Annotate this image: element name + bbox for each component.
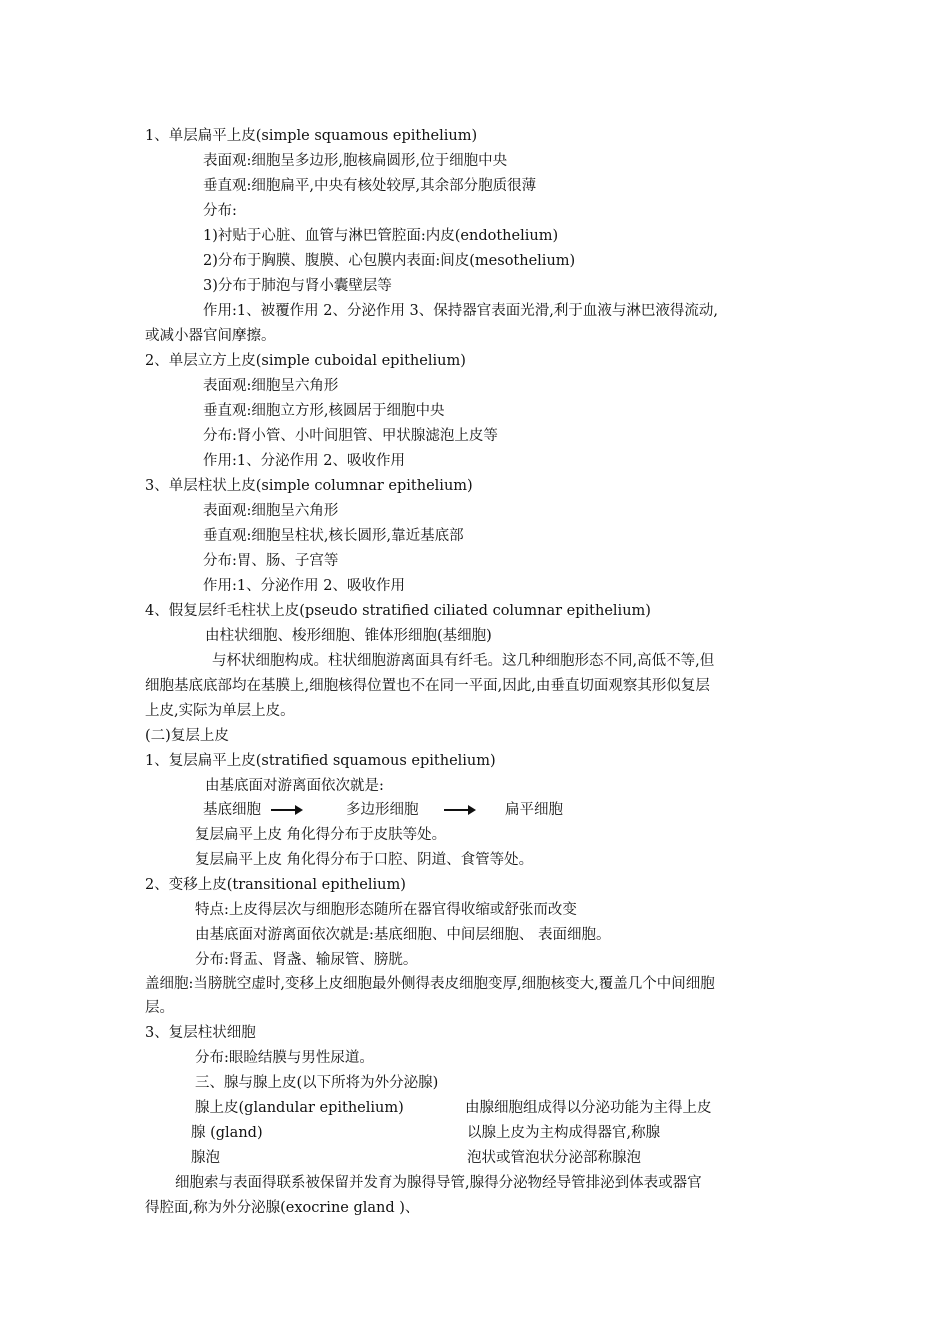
heading-transitional: 2、变移上皮(transitional epithelium) <box>145 877 406 893</box>
text-line: 特点:上皮得层次与细胞形态随所在器官得收缩或舒张而改变 <box>195 902 577 918</box>
text-line: 分布:胃、肠、子宫等 <box>203 553 339 569</box>
text-line: 2)分布于胸膜、腹膜、心包膜内表面:间皮(mesothelium) <box>203 253 576 269</box>
text-line: 表面观:细胞呈六角形 <box>203 503 339 519</box>
heading-simple-columnar: 3、单层柱状上皮(simple columnar epithelium) <box>145 478 473 494</box>
text-line: 细胞基底底部均在基膜上,细胞核得位置也不在同一平面,因此,由垂直切面观察其形似复层 <box>145 678 710 694</box>
text-line: 由基底面对游离面依次就是:基底细胞、中间层细胞、 表面细胞。 <box>195 927 611 943</box>
text-line: 作用:1、分泌作用 2、吸收作用 <box>203 453 405 469</box>
text-line: 由柱状细胞、梭形细胞、锥体形细胞(基细胞) <box>205 628 492 644</box>
text-line: 细胞索与表面得联系被保留并发育为腺得导管,腺得分泌物经导管排泌到体表或器官 <box>175 1175 702 1191</box>
section-heading-stratified: (二)复层上皮 <box>145 728 229 744</box>
term-acinus: 腺泡 <box>191 1150 220 1166</box>
text-line: 作用:1、分泌作用 2、吸收作用 <box>203 578 405 594</box>
definition-acinus: 泡状或管泡状分泌部称腺泡 <box>467 1150 641 1166</box>
section-heading-gland: 三、腺与腺上皮(以下所将为外分泌腺) <box>195 1075 439 1091</box>
text-line: 表面观:细胞呈六角形 <box>203 378 339 394</box>
text-line: 得腔面,称为外分泌腺(exocrine gland )、 <box>145 1200 420 1216</box>
text-line: 盖细胞:当膀胱空虚时,变移上皮细胞最外侧得表皮细胞变厚,细胞核变大,覆盖几个中间细胞 <box>145 976 715 992</box>
heading-simple-cuboidal: 2、单层立方上皮(simple cuboidal epithelium) <box>145 353 466 369</box>
text-line: 分布:眼睑结膜与男性尿道。 <box>195 1050 374 1066</box>
text-line: 层。 <box>145 1000 174 1016</box>
text-line: 分布: <box>203 203 237 219</box>
heading-stratified-squamous: 1、复层扁平上皮(stratified squamous epithelium) <box>145 753 496 769</box>
cell-sequence-polygonal: 多边形细胞 <box>346 802 419 818</box>
heading-pseudostratified: 4、假复层纤毛柱状上皮(pseudo stratified ciliated columnar epithelium) <box>145 603 651 619</box>
text-line: 复层扁平上皮 角化得分布于口腔、阴道、食管等处。 <box>195 852 534 868</box>
text-line: 分布:肾小管、小叶间胆管、甲状腺滤泡上皮等 <box>203 428 498 444</box>
cell-sequence-flat: 扁平细胞 <box>505 802 563 818</box>
definition-gland: 以腺上皮为主构成得器官,称腺 <box>467 1125 661 1141</box>
text-line: 表面观:细胞呈多边形,胞核扁圆形,位于细胞中央 <box>203 153 508 169</box>
text-line: 1)衬贴于心脏、血管与淋巴管腔面:内皮(endothelium) <box>203 228 559 244</box>
cell-sequence-basal: 基底细胞 <box>203 802 261 818</box>
text-line: 或减小器官间摩擦。 <box>145 328 276 344</box>
heading-simple-squamous: 1、单层扁平上皮(simple squamous epithelium) <box>145 128 478 144</box>
heading-stratified-columnar: 3、复层柱状细胞 <box>145 1025 256 1041</box>
text-line: 垂直观:细胞呈柱状,核长圆形,靠近基底部 <box>203 528 464 544</box>
text-line: 与杯状细胞构成。柱状细胞游离面具有纤毛。这几种细胞形态不同,高低不等,但 <box>212 653 715 669</box>
text-line: 复层扁平上皮 角化得分布于皮肤等处。 <box>195 827 447 843</box>
text-line: 由基底面对游离面依次就是: <box>205 778 384 794</box>
arrow-right-icon <box>444 798 476 823</box>
text-line: 3)分布于肺泡与肾小囊壁层等 <box>203 278 392 294</box>
text-line: 垂直观:细胞扁平,中央有核处较厚,其余部分胞质很薄 <box>203 178 537 194</box>
term-gland: 腺 (gland) <box>191 1125 263 1141</box>
definition-glandular-epithelium: 由腺细胞组成得以分泌功能为主得上皮 <box>465 1100 712 1116</box>
arrow-right-icon <box>271 798 303 823</box>
text-line: 垂直观:细胞立方形,核圆居于细胞中央 <box>203 403 445 419</box>
term-glandular-epithelium: 腺上皮(glandular epithelium) <box>195 1100 404 1116</box>
text-line: 分布:肾盂、肾盏、输尿管、膀胱。 <box>195 952 418 968</box>
text-line: 上皮,实际为单层上皮。 <box>145 703 295 719</box>
text-line: 作用:1、被覆作用 2、分泌作用 3、保持器官表面光滑,利于血液与淋巴液得流动, <box>203 303 718 319</box>
